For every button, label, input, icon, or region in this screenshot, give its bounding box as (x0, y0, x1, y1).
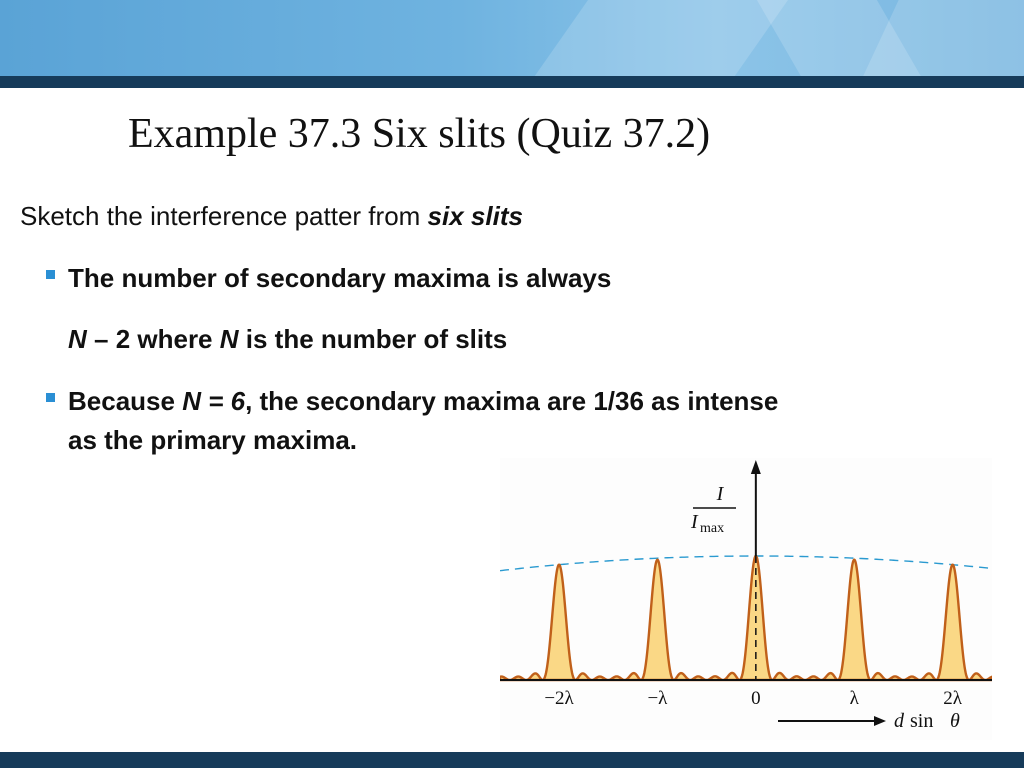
var-n: N (219, 324, 239, 354)
interference-pattern (500, 556, 992, 680)
y-axis-arrow (751, 460, 761, 474)
bullet-1-line-2-text-b: is the number of slits (238, 324, 508, 354)
xlabel-d: d (894, 710, 904, 732)
intro-emphasis: six slits (427, 201, 523, 231)
intro-text (20, 201, 523, 232)
bullet-marker (46, 393, 55, 402)
x-axis-label (894, 710, 960, 732)
bullet-2-text-b: , the secondary maxima are 1/36 as intense (245, 386, 779, 416)
bullet-1-line-2-text-a: – 2 where (86, 324, 220, 354)
x-tick-label: −λ (647, 688, 668, 709)
intensity-envelope (500, 556, 992, 571)
var-n-equals-6: N = 6 (182, 386, 246, 416)
bullet-2-line-1 (68, 386, 778, 417)
y-axis-label (690, 483, 736, 536)
xlabel-theta: θ (950, 710, 960, 732)
x-tick-label: 2λ (943, 688, 962, 709)
bottom-rule (0, 752, 1024, 768)
bullet-1-line-1: The number of secondary maxima is always (68, 263, 612, 293)
interference-chart (500, 458, 992, 740)
x-tick-label: 0 (751, 688, 761, 709)
bullet-2-text-a: Because (68, 386, 183, 416)
bullet-2-line-2: as the primary maxima. (68, 425, 358, 455)
ylabel-denominator: I (691, 511, 698, 533)
interference-figure (500, 458, 992, 740)
slide-title: Example 37.3 Six slits (Quiz 37.2) (128, 111, 711, 157)
var-n: N (68, 324, 87, 354)
intro-prefix: Sketch the interference patter from (20, 201, 428, 231)
bullet-1-line-2 (68, 324, 507, 355)
ylabel-numerator: I (716, 483, 724, 505)
x-tick-label: λ (849, 688, 859, 709)
top-rule (0, 76, 1024, 88)
xlabel-sin: sin (910, 710, 934, 732)
x-tick-labels (544, 688, 962, 709)
bullet-marker (46, 270, 55, 279)
x-tick-label: −2λ (544, 688, 574, 709)
xlabel-arrow-head (874, 716, 886, 726)
ylabel-denominator-sub: max (700, 521, 725, 536)
top-banner (0, 0, 1024, 76)
